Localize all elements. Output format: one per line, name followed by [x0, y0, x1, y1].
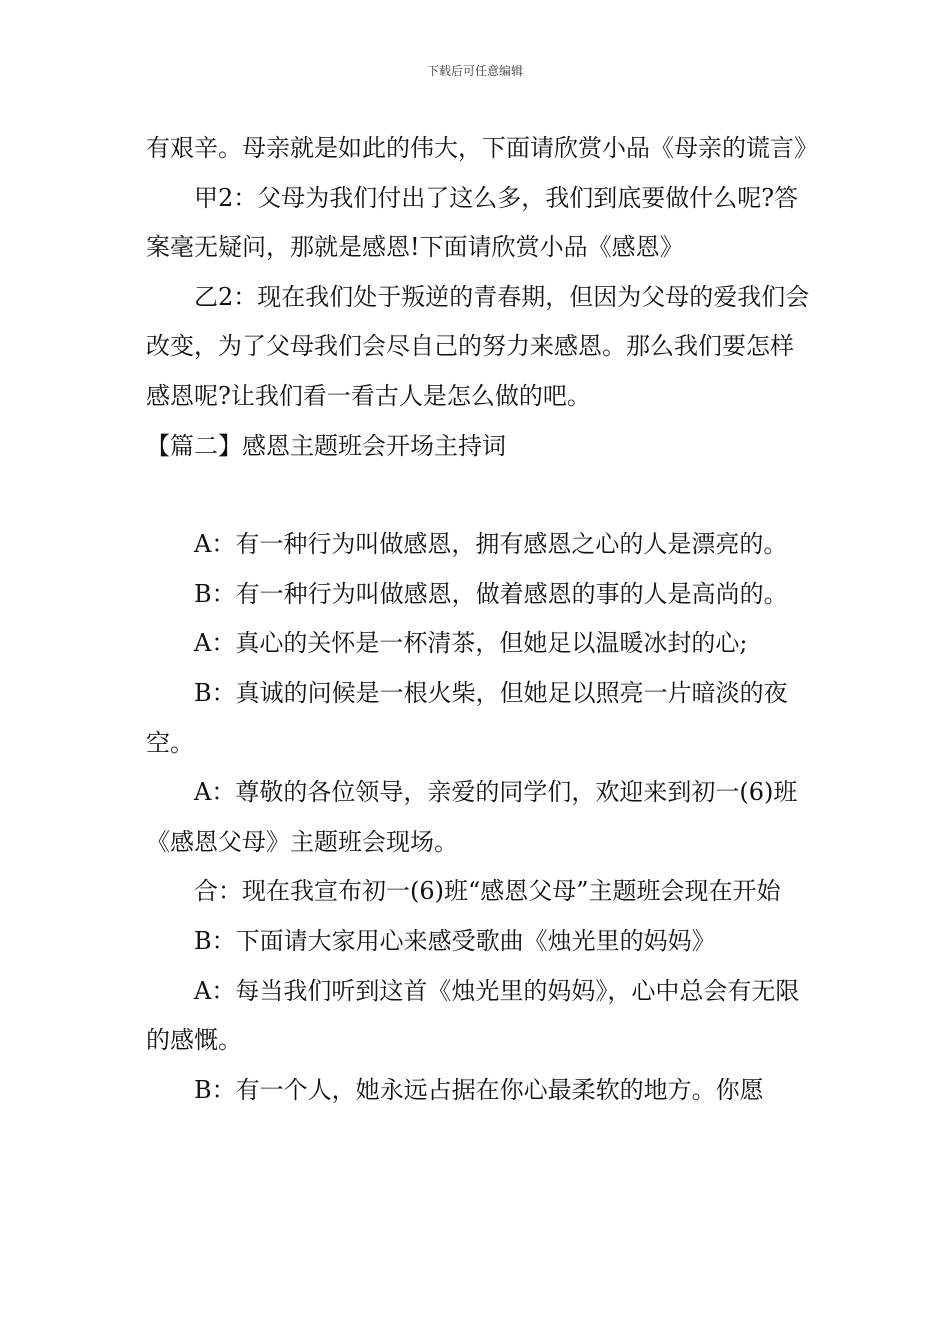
page-header: 下载后可任意编辑 — [426, 64, 523, 78]
paragraph: B：有一种行为叫做感恩，做着感恩的事的人是高尚的。 — [194, 579, 788, 608]
paragraph: B：有一个人，她永远占据在你心最柔软的地方。你愿 — [194, 1075, 764, 1104]
paragraph: A：每当我们听到这首《烛光里的妈妈》，心中总会有无限的感慨。 — [146, 976, 800, 1055]
paragraph: 合：现在我宣布初一(6)班“感恩父母”主题班会现在开始 — [194, 877, 781, 906]
paragraph: A：真心的关怀是一杯清茶，但她足以温暖冰封的心; — [194, 629, 748, 658]
paragraph: 乙2：现在我们处于叛逆的青春期，但因为父母的爱我们会改变，为了父母我们会尽自己的努力来感恩。那么我们要怎样感恩呢?让我们看一看古人是怎么做的吧。 — [146, 282, 810, 410]
paragraph: 有艰辛。母亲就是如此的伟大，下面请欣赏小品《母亲的谎言》 — [146, 134, 818, 162]
document-body — [146, 124, 816, 1115]
paragraph: B：真诚的问候是一根火柴，但她足以照亮一片暗淡的夜空。 — [146, 678, 788, 757]
paragraph: A：有一种行为叫做感恩，拥有感恩之心的人是漂亮的。 — [194, 530, 788, 559]
paragraph: 甲2：父母为我们付出了这么多，我们到底要做什么呢?答案毫无疑问，那就是感恩!下面请欣赏小品《感恩》 — [146, 183, 799, 262]
blank-line — [146, 471, 816, 520]
paragraph: A：尊敬的各位领导，亲爱的同学们，欢迎来到初一(6)班《感恩父母》主题班会现场。 — [146, 778, 798, 856]
section-heading: 【篇二】感恩主题班会开场主持词 — [146, 431, 506, 460]
paragraph: B：下面请大家用心来感受歌曲《烛光里的妈妈》 — [194, 926, 716, 955]
